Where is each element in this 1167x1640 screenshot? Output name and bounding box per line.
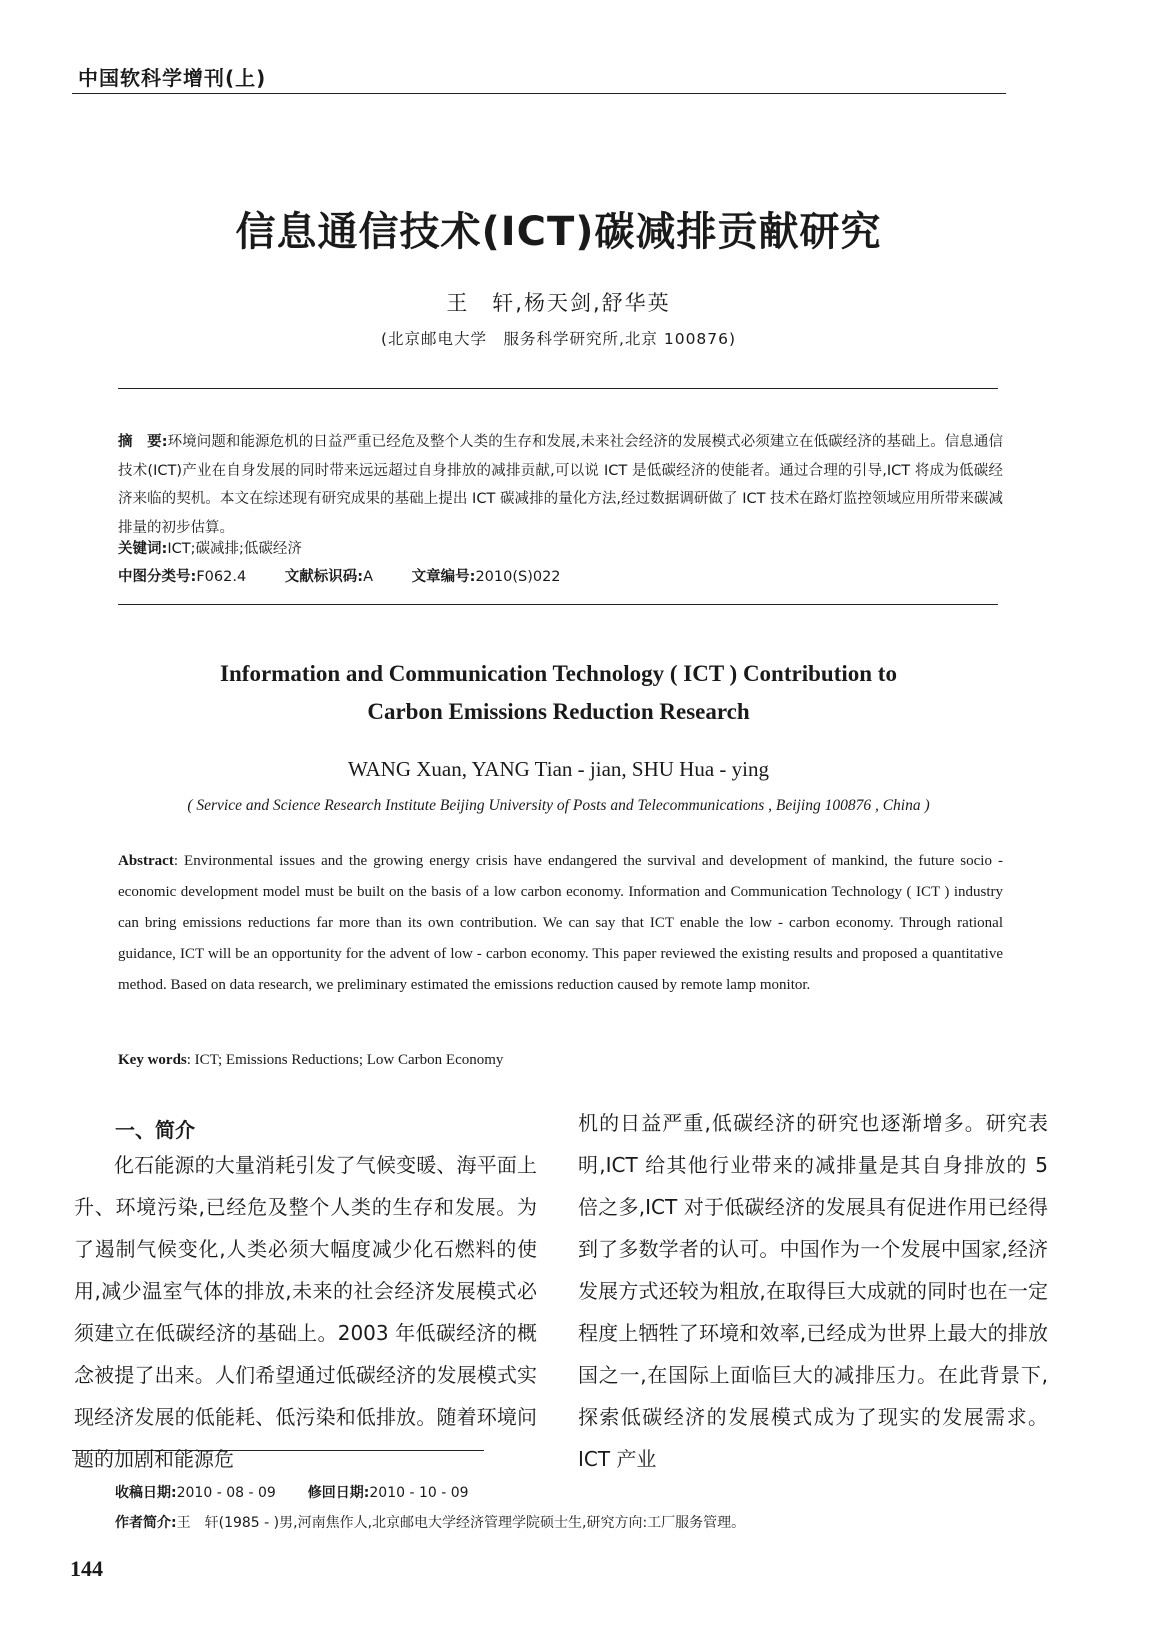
journal-header: 中国软科学增刊(上) <box>78 66 267 90</box>
header-rule <box>72 93 1006 94</box>
keywords-en-text: : ICT; Emissions Reductions; Low Carbon Economy <box>186 1052 504 1068</box>
abstract-en <box>118 846 1003 1001</box>
keywords-cn-text: ICT;碳减排;低碳经济 <box>167 541 302 557</box>
affiliation-en: ( Service and Science Research Institute Beijing University of Posts and Telecommunications , Beijing 100876 , China ) <box>187 797 930 814</box>
clc-label: 中图分类号: <box>118 569 197 585</box>
clc-value: F062.4 <box>196 569 247 585</box>
body-column-right: 机的日益严重,低碳经济的研究也逐渐增多。研究表明,ICT 给其他行业带来的减排量是其自身排放的 5 倍之多,ICT 对于低碳经济的发展具有促进作用已经得到了多数学者的认可。中国作为一个发展中国家,经济发展方式还较为粗放,在取得巨大成就的同时也在一定程度上牺牲了环境和效率,已经成为世界上最大的排放国之一,在国际上面临巨大的减排压力。在此背景下,探索低碳经济的发展模式成为了现实的发展需求。ICT 产业 <box>578 1111 1048 1471</box>
abstract-top-rule <box>118 388 998 389</box>
keywords-en <box>118 1052 1003 1069</box>
doc-code-label: 文献标识码: <box>284 569 364 585</box>
authors-cn: 王 轩,杨天剑,舒华英 <box>446 291 671 315</box>
doc-code-value: A <box>363 569 374 585</box>
abstract-cn-label: 摘 要: <box>118 434 168 450</box>
classification-line <box>118 563 1003 591</box>
footnote-rule <box>72 1450 484 1451</box>
authors-en: WANG Xuan, YANG Tian - jian, SHU Hua - ying <box>348 757 769 781</box>
title-en-line1: Information and Communication Technology ( ICT ) Contribution to <box>220 661 897 686</box>
abstract-cn <box>118 428 1003 542</box>
author-bio-label: 作者简介: <box>115 1515 177 1531</box>
affiliation-cn: (北京邮电大学 服务科学研究所,北京 100876) <box>380 330 737 348</box>
author-bio-text: 王 轩(1985 - )男,河南焦作人,北京邮电大学经济管理学院硕士生,研究方向:工厂服务管理。 <box>176 1515 746 1531</box>
article-number-label: 文章编号: <box>411 569 476 585</box>
paper-title-en <box>0 655 1117 731</box>
received-date: 2010 - 08 - 09 <box>176 1485 276 1501</box>
section-heading: 一、简介 <box>115 1118 195 1142</box>
abstract-cn-text: 环境问题和能源危机的日益严重已经危及整个人类的生存和发展,未来社会经济的发展模式必须建立在低碳经济的基础上。信息通信技术(ICT)产业在自身发展的同时带来远远超过自身排放的减排贡献,可以说 ICT 是低碳经济的使能者。通过合理的引导,ICT 将成为低碳经济来临的契机。本文在综述现有研究成果的基础上提出 ICT 碳减排的量化方法,经过数据调研做了 ICT 技术在路灯监控领域应用所带来碳减排量的初步估算。 <box>118 434 1003 536</box>
keywords-cn <box>118 535 1003 563</box>
received-label: 收稿日期: <box>115 1485 177 1501</box>
footnote-author <box>115 1512 1015 1532</box>
revised-label: 修回日期: <box>307 1485 370 1501</box>
abstract-bottom-rule <box>118 604 998 605</box>
paper-title-cn: 信息通信技术(ICT)碳减排贡献研究 <box>235 209 882 255</box>
keywords-en-label: Key words <box>118 1052 187 1068</box>
footnote-dates <box>115 1482 1015 1502</box>
title-en-line2: Carbon Emissions Reduction Research <box>367 699 750 724</box>
keywords-cn-label: 关键词: <box>118 541 168 557</box>
abstract-en-text: : Environmental issues and the growing energy crisis have endangered the survival and development of mankind, the future socio - economic development model must be built on the basis of a low carbon economy. Information and Communication Technology ( ICT ) industry can bring emissions reductions far more than its own contribution. We can say that ICT enable the low - carbon economy. Through rational guidance, ICT will be an opportunity for the advent of low - carbon economy. This paper reviewed the existing results and proposed a quantitative method. Based on data research, we preliminary estimated the emissions reduction caused by remote lamp monitor. <box>118 853 1003 993</box>
page-number: 144 <box>70 1556 103 1581</box>
body-column-left: 化石能源的大量消耗引发了气候变暖、海平面上升、环境污染,已经危及整个人类的生存和发展。为了遏制气候变化,人类必须大幅度减少化石燃料的使用,减少温室气体的排放,未来的社会经济发展模式必须建立在低碳经济的基础上。2003 年低碳经济的概念被提了出来。人们希望通过低碳经济的发展模式实现经济发展的低能耗、低污染和低排放。随着环境问题的加剧和能源危 <box>74 1153 537 1471</box>
abstract-en-label: Abstract <box>118 853 174 869</box>
article-number-value: 2010(S)022 <box>475 569 561 585</box>
revised-date: 2010 - 10 - 09 <box>369 1485 469 1501</box>
